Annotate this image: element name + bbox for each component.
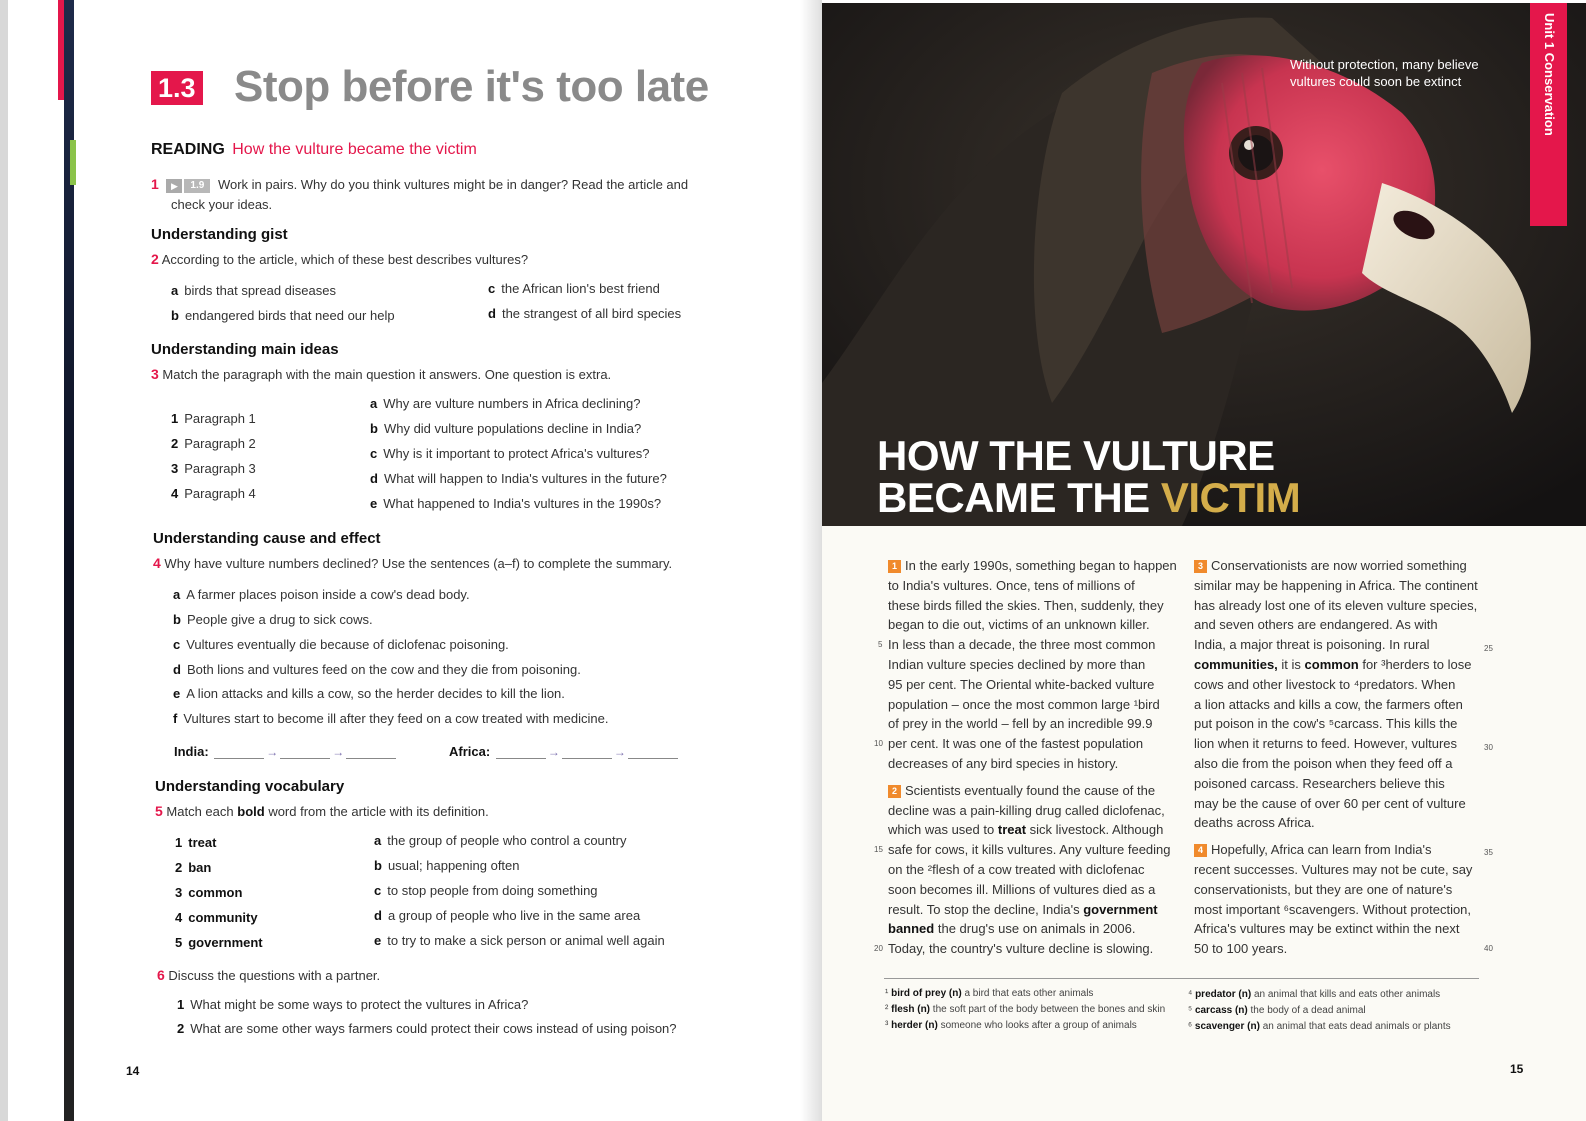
sentence-item — [173, 686, 565, 701]
option — [488, 281, 660, 296]
sentence-item — [173, 637, 509, 652]
question-item — [370, 421, 641, 436]
item-text: ban — [188, 860, 212, 875]
paragraph-item — [171, 411, 256, 426]
footnote-def: the soft part of the body between the bones and skin — [932, 1004, 1166, 1015]
question-item — [370, 446, 649, 461]
question-item — [370, 471, 667, 486]
line-number: 25 — [1484, 644, 1493, 653]
text-line: which was used to — [888, 822, 995, 838]
footnote-term: scavenger (n) — [1194, 1021, 1260, 1032]
reading-heading — [151, 141, 477, 159]
track-number: 1.9 — [184, 179, 210, 193]
footnote — [1188, 1005, 1366, 1016]
text-line: 50 to 100 years. — [1194, 941, 1288, 957]
item-number: 1 — [171, 411, 179, 426]
item-letter: c — [173, 637, 181, 652]
item-number: 2 — [177, 1021, 185, 1036]
item-letter: d — [173, 662, 181, 677]
article-headline — [877, 432, 1301, 521]
item-text: Both lions and vultures feed on the cow and they die from poisoning. — [186, 662, 581, 677]
vocab-highlight: government — [1083, 901, 1158, 917]
lesson-title: Stop before it's too late — [234, 62, 709, 111]
question-number: 4 — [153, 555, 161, 571]
text-line: India, a major threat is poisoning. In rural — [1194, 637, 1430, 653]
item-text: Why did vulture populations decline in India? — [383, 421, 642, 436]
text-line: for ³herders to lose — [1362, 656, 1472, 672]
item-number: 2 — [171, 436, 179, 451]
item-text: What might be some ways to protect the vultures in Africa? — [190, 997, 529, 1012]
item-letter: e — [370, 496, 378, 511]
vocab-word — [175, 860, 211, 875]
item-text: government — [188, 935, 263, 950]
item-letter: d — [374, 908, 382, 923]
page-number: 15 — [1510, 1062, 1524, 1076]
text-line: safe for cows, it kills vultures. Any vulture feeding — [888, 842, 1171, 858]
paragraph-4 — [1194, 840, 1494, 959]
blank-field[interactable] — [214, 758, 264, 759]
text-line: In the early 1990s, something began to happen — [905, 558, 1177, 573]
question-number: 6 — [157, 967, 165, 983]
text-line: soon becomes ill. Millions of vultures died as a — [888, 881, 1156, 897]
footnote-divider — [884, 978, 1479, 979]
headline-line: HOW THE VULTURE — [877, 432, 1275, 479]
text-line: these birds filled the skies. Then, suddenly, they — [888, 597, 1164, 613]
footnote-def: someone who looks after a group of animals — [940, 1020, 1137, 1031]
question-text: word from the article with its definition. — [268, 804, 489, 819]
item-text: common — [188, 885, 243, 900]
text-line: population – once the most common large ¹bird — [888, 696, 1160, 712]
item-letter: a — [374, 833, 382, 848]
item-text: What happened to India's vultures in the 1990s? — [383, 496, 662, 511]
reading-subtitle: How the vulture became the victim — [232, 141, 477, 158]
question-number: 3 — [151, 366, 159, 382]
question-number: 1 — [151, 176, 159, 192]
question-number: 5 — [155, 803, 163, 819]
headline-line: BECAME THE — [877, 474, 1150, 521]
paragraph-marker: 4 — [1194, 844, 1207, 857]
line-number: 15 — [874, 845, 883, 854]
item-letter: c — [374, 883, 382, 898]
vocab-word — [175, 835, 216, 850]
question-text: According to the article, which of these best describes vultures? — [161, 252, 529, 267]
main-ideas-heading: Understanding main ideas — [151, 341, 339, 358]
option-text: endangered birds that need our help — [184, 308, 395, 323]
audio-track[interactable] — [166, 179, 210, 193]
text-line: Hopefully, Africa can learn from India's — [1211, 842, 1432, 858]
paragraph-item — [171, 461, 256, 476]
item-number: 4 — [171, 486, 179, 501]
vocab-word — [175, 910, 258, 925]
footnote-mark: ⁴ — [1188, 989, 1193, 1000]
footnote-def: the body of a dead animal — [1250, 1005, 1366, 1016]
text-line: decline was a pain-killing drug called diclofenac, — [888, 802, 1165, 818]
line-number: 30 — [1484, 743, 1493, 752]
item-letter: f — [173, 711, 178, 726]
footnote-def: an animal that kills and eats other animals — [1253, 989, 1441, 1000]
text-line: per cent. It was one of the fastest population — [888, 736, 1144, 752]
footnote-mark: ⁵ — [1188, 1005, 1193, 1016]
footnote — [885, 988, 1093, 999]
item-letter: d — [370, 471, 378, 486]
footnote-mark: ³ — [885, 1020, 889, 1031]
text-line: Conservationists are now worried something — [1211, 558, 1467, 573]
question-text: Discuss the questions with a partner. — [168, 968, 381, 983]
item-text: Vultures eventually die because of diclofenac poisoning. — [186, 637, 509, 652]
item-letter: a — [173, 587, 181, 602]
item-text: What will happen to India's vultures in the future? — [383, 471, 667, 486]
arrow-icon: → — [613, 745, 626, 759]
arrow-icon: → — [547, 745, 560, 759]
footnote-term: predator (n) — [1195, 989, 1252, 1000]
footnote — [885, 1020, 1137, 1031]
article-column-1 — [888, 556, 1188, 959]
unit-tab-label: Unit 1 Conservation — [1542, 13, 1557, 136]
reading-label: READING — [151, 141, 225, 158]
right-page — [822, 0, 1586, 1121]
question-6 — [157, 967, 380, 983]
paragraph-marker: 1 — [888, 560, 901, 573]
text-line: recent successes. Vultures may not be cute, say — [1194, 861, 1473, 877]
arrow-icon: → — [266, 745, 279, 759]
sentence-item — [173, 612, 373, 627]
caption-line: Without protection, many believe — [1290, 57, 1479, 72]
vulture-photo — [822, 3, 1586, 526]
text-line: Africa's vultures may be extinct within the next — [1194, 921, 1460, 937]
option-letter: a — [171, 283, 179, 298]
text-line: of prey in the world – fell by an incredible 99.9 — [888, 716, 1153, 732]
item-number: 3 — [171, 461, 179, 476]
footnote — [1188, 989, 1440, 1000]
text-line: Scientists eventually found the cause of the — [905, 782, 1156, 798]
vocab-highlight: common — [1304, 656, 1359, 672]
footnote — [885, 1004, 1165, 1015]
option-letter: c — [488, 281, 496, 296]
blank-field[interactable] — [562, 758, 612, 759]
text-line: similar may be happening in Africa. The continent — [1194, 577, 1478, 593]
footnote-def: a bird that eats other animals — [964, 988, 1094, 999]
question-4 — [153, 555, 672, 571]
text-line: 95 per cent. The Oriental white-backed vulture — [888, 676, 1155, 692]
discuss-item — [177, 1021, 677, 1036]
text-line: has already lost one of its eleven vulture species, — [1194, 597, 1478, 613]
paragraph-3 — [1194, 556, 1494, 833]
footnote-term: herder (n) — [891, 1020, 938, 1031]
vocab-highlight: communities, — [1194, 656, 1278, 672]
item-letter: c — [370, 446, 378, 461]
item-text: community — [188, 910, 258, 925]
blank-field[interactable] — [346, 758, 396, 759]
text-line: on the ²flesh of a cow treated with diclofenac — [888, 861, 1145, 877]
item-letter: b — [374, 858, 382, 873]
item-text: usual; happening often — [387, 858, 520, 873]
blank-field[interactable] — [496, 758, 546, 759]
line-number: 40 — [1484, 944, 1493, 953]
question-text-cont: check your ideas. — [171, 197, 273, 212]
item-letter: b — [173, 612, 181, 627]
line-number: 5 — [878, 640, 883, 649]
caption-line: vultures could soon be extinct — [1290, 74, 1462, 89]
sentence-item — [173, 587, 470, 602]
option — [171, 308, 395, 323]
text-line: Today, the country's vulture decline is slowing. — [888, 941, 1154, 957]
text-line: conservationists, but they are one of nature's — [1194, 881, 1453, 897]
question-number: 2 — [151, 251, 159, 267]
item-text: Why is it important to protect Africa's vultures? — [383, 446, 650, 461]
option — [171, 283, 336, 298]
text-line: the drug's use on animals in 2006. — [937, 921, 1136, 937]
discuss-item — [177, 997, 528, 1012]
text-line: decreases of any bird species in history. — [888, 755, 1119, 771]
question-text: Why have vulture numbers declined? Use the sentences (a–f) to complete the summary. — [164, 556, 673, 571]
text-line: deaths across Africa. — [1194, 815, 1315, 831]
definition — [374, 908, 640, 923]
option-text: the African lion's best friend — [501, 281, 660, 296]
item-number: 2 — [175, 860, 183, 875]
article-column-2 — [1194, 556, 1494, 959]
footnote-term: bird of prey (n) — [891, 988, 962, 999]
item-text: the group of people who control a country — [387, 833, 627, 848]
footnote-def: an animal that eats dead animals or plants — [1262, 1021, 1451, 1032]
line-number: 10 — [874, 739, 883, 748]
sentence-item — [173, 711, 608, 726]
question-text: Match each — [166, 804, 234, 819]
question-text: Work in pairs. Why do you think vultures might be in danger? Read the article and — [217, 177, 689, 192]
question-1 — [151, 174, 731, 215]
item-letter: e — [173, 686, 181, 701]
item-number: 5 — [175, 935, 183, 950]
item-number: 4 — [175, 910, 183, 925]
text-line: a lion attacks and kills a cow, the farmers often — [1194, 696, 1463, 712]
paragraph-marker: 2 — [888, 785, 901, 798]
africa-label: Africa: — [449, 744, 491, 759]
cause-effect-heading: Understanding cause and effect — [153, 530, 381, 547]
question-text: Match the paragraph with the main question it answers. One question is extra. — [162, 367, 612, 382]
vocab-highlight: banned — [888, 921, 935, 937]
headline-highlight: VICTIM — [1160, 474, 1301, 521]
vocab-word — [175, 885, 242, 900]
question-3 — [151, 366, 611, 382]
paragraph-item — [171, 486, 256, 501]
item-text: Paragraph 3 — [184, 461, 256, 476]
text-line: Indian vulture species declined by more than — [888, 656, 1146, 672]
page-edge — [0, 0, 8, 1121]
item-number: 3 — [175, 885, 183, 900]
unit-tab — [1530, 3, 1567, 226]
item-text: Paragraph 4 — [184, 486, 256, 501]
definition — [374, 933, 665, 948]
item-letter: b — [370, 421, 378, 436]
sentence-item — [173, 662, 581, 677]
option — [488, 306, 681, 321]
item-letter: a — [370, 396, 378, 411]
text-line: may be the cause of over 60 per cent of vulture — [1194, 795, 1466, 811]
option-text: birds that spread diseases — [184, 283, 336, 298]
india-label: India: — [174, 744, 209, 759]
footnote-mark: ¹ — [885, 988, 889, 999]
definition — [374, 883, 598, 898]
text-line: began to die out, victims of an unknown killer. — [888, 617, 1150, 633]
item-text: to stop people from doing something — [387, 883, 598, 898]
item-text: Paragraph 1 — [184, 411, 256, 426]
line-number: 20 — [874, 944, 883, 953]
paragraph-marker: 3 — [1194, 560, 1207, 573]
item-text: What are some other ways farmers could protect their cows instead of using poison? — [190, 1021, 677, 1036]
item-number: 1 — [175, 835, 183, 850]
item-text: Paragraph 2 — [184, 436, 256, 451]
item-text: Vultures start to become ill after they feed on a cow treated with medicine. — [183, 711, 609, 726]
text-line: put poison in the cow's ⁵carcass. This kills the — [1194, 716, 1458, 732]
footnote-mark: ⁶ — [1188, 1021, 1193, 1032]
arrow-icon: → — [332, 745, 345, 759]
footnote — [1188, 1021, 1451, 1032]
vocab-word — [175, 935, 263, 950]
question-2 — [151, 251, 528, 267]
lesson-number-badge: 1.3 — [151, 71, 203, 105]
paragraph-2 — [888, 781, 1188, 959]
line-number: 35 — [1484, 848, 1493, 857]
question-item — [370, 496, 661, 511]
item-text: Why are vulture numbers in Africa declining? — [383, 396, 641, 411]
item-text: A farmer places poison inside a cow's dead body. — [186, 587, 470, 602]
option-text: the strangest of all bird species — [501, 306, 682, 321]
item-text: People give a drug to sick cows. — [186, 612, 373, 627]
text-line: sick livestock. Although — [1029, 822, 1164, 838]
footnote-mark: ² — [885, 1004, 889, 1015]
definition — [374, 858, 520, 873]
option-letter: b — [171, 308, 179, 323]
option-letter: d — [488, 306, 496, 321]
text-line: to India's vultures. Once, tens of millions of — [888, 577, 1135, 593]
photo-caption — [1290, 56, 1479, 90]
vocab-heading: Understanding vocabulary — [155, 778, 345, 795]
vocab-highlight: treat — [997, 822, 1027, 838]
item-text: a group of people who live in the same area — [387, 908, 641, 923]
question-text-bold: bold — [237, 804, 265, 819]
play-icon[interactable]: ▶ — [166, 179, 182, 193]
item-text: treat — [188, 835, 217, 850]
text-line: it is — [1281, 656, 1301, 672]
blank-field[interactable] — [628, 758, 678, 759]
africa-summary — [449, 744, 680, 759]
text-line: In less than a decade, the three most common — [888, 637, 1156, 653]
footnote-term: flesh (n) — [891, 1004, 931, 1015]
text-line: poisoned carcass. Researchers believe this — [1194, 775, 1445, 791]
text-line: cows and other livestock to ⁴predators. When — [1194, 676, 1456, 692]
india-summary — [174, 744, 398, 759]
footnote-term: carcass (n) — [1194, 1005, 1248, 1016]
text-line: also die from the poison when they feed off a — [1194, 755, 1453, 771]
page-number: 14 — [126, 1064, 140, 1078]
paragraph-item — [171, 436, 256, 451]
definition — [374, 833, 626, 848]
paragraph-1 — [888, 556, 1188, 774]
text-line: most important ⁶scavengers. Without protection, — [1194, 901, 1472, 917]
item-letter: e — [374, 933, 382, 948]
item-number: 1 — [177, 997, 185, 1012]
item-text: A lion attacks and kills a cow, so the herder decides to kill the lion. — [186, 686, 565, 701]
text-line: result. To stop the decline, India's — [888, 901, 1080, 917]
question-item — [370, 396, 640, 411]
item-text: to try to make a sick person or animal well again — [387, 933, 665, 948]
text-line: lion when it returns to feed. However, vultures — [1194, 736, 1458, 752]
question-5 — [155, 803, 489, 819]
blank-field[interactable] — [280, 758, 330, 759]
text-line: and seven others are endangered. As with — [1194, 617, 1438, 633]
binding-green-mark — [70, 140, 76, 185]
gist-heading: Understanding gist — [151, 226, 288, 243]
